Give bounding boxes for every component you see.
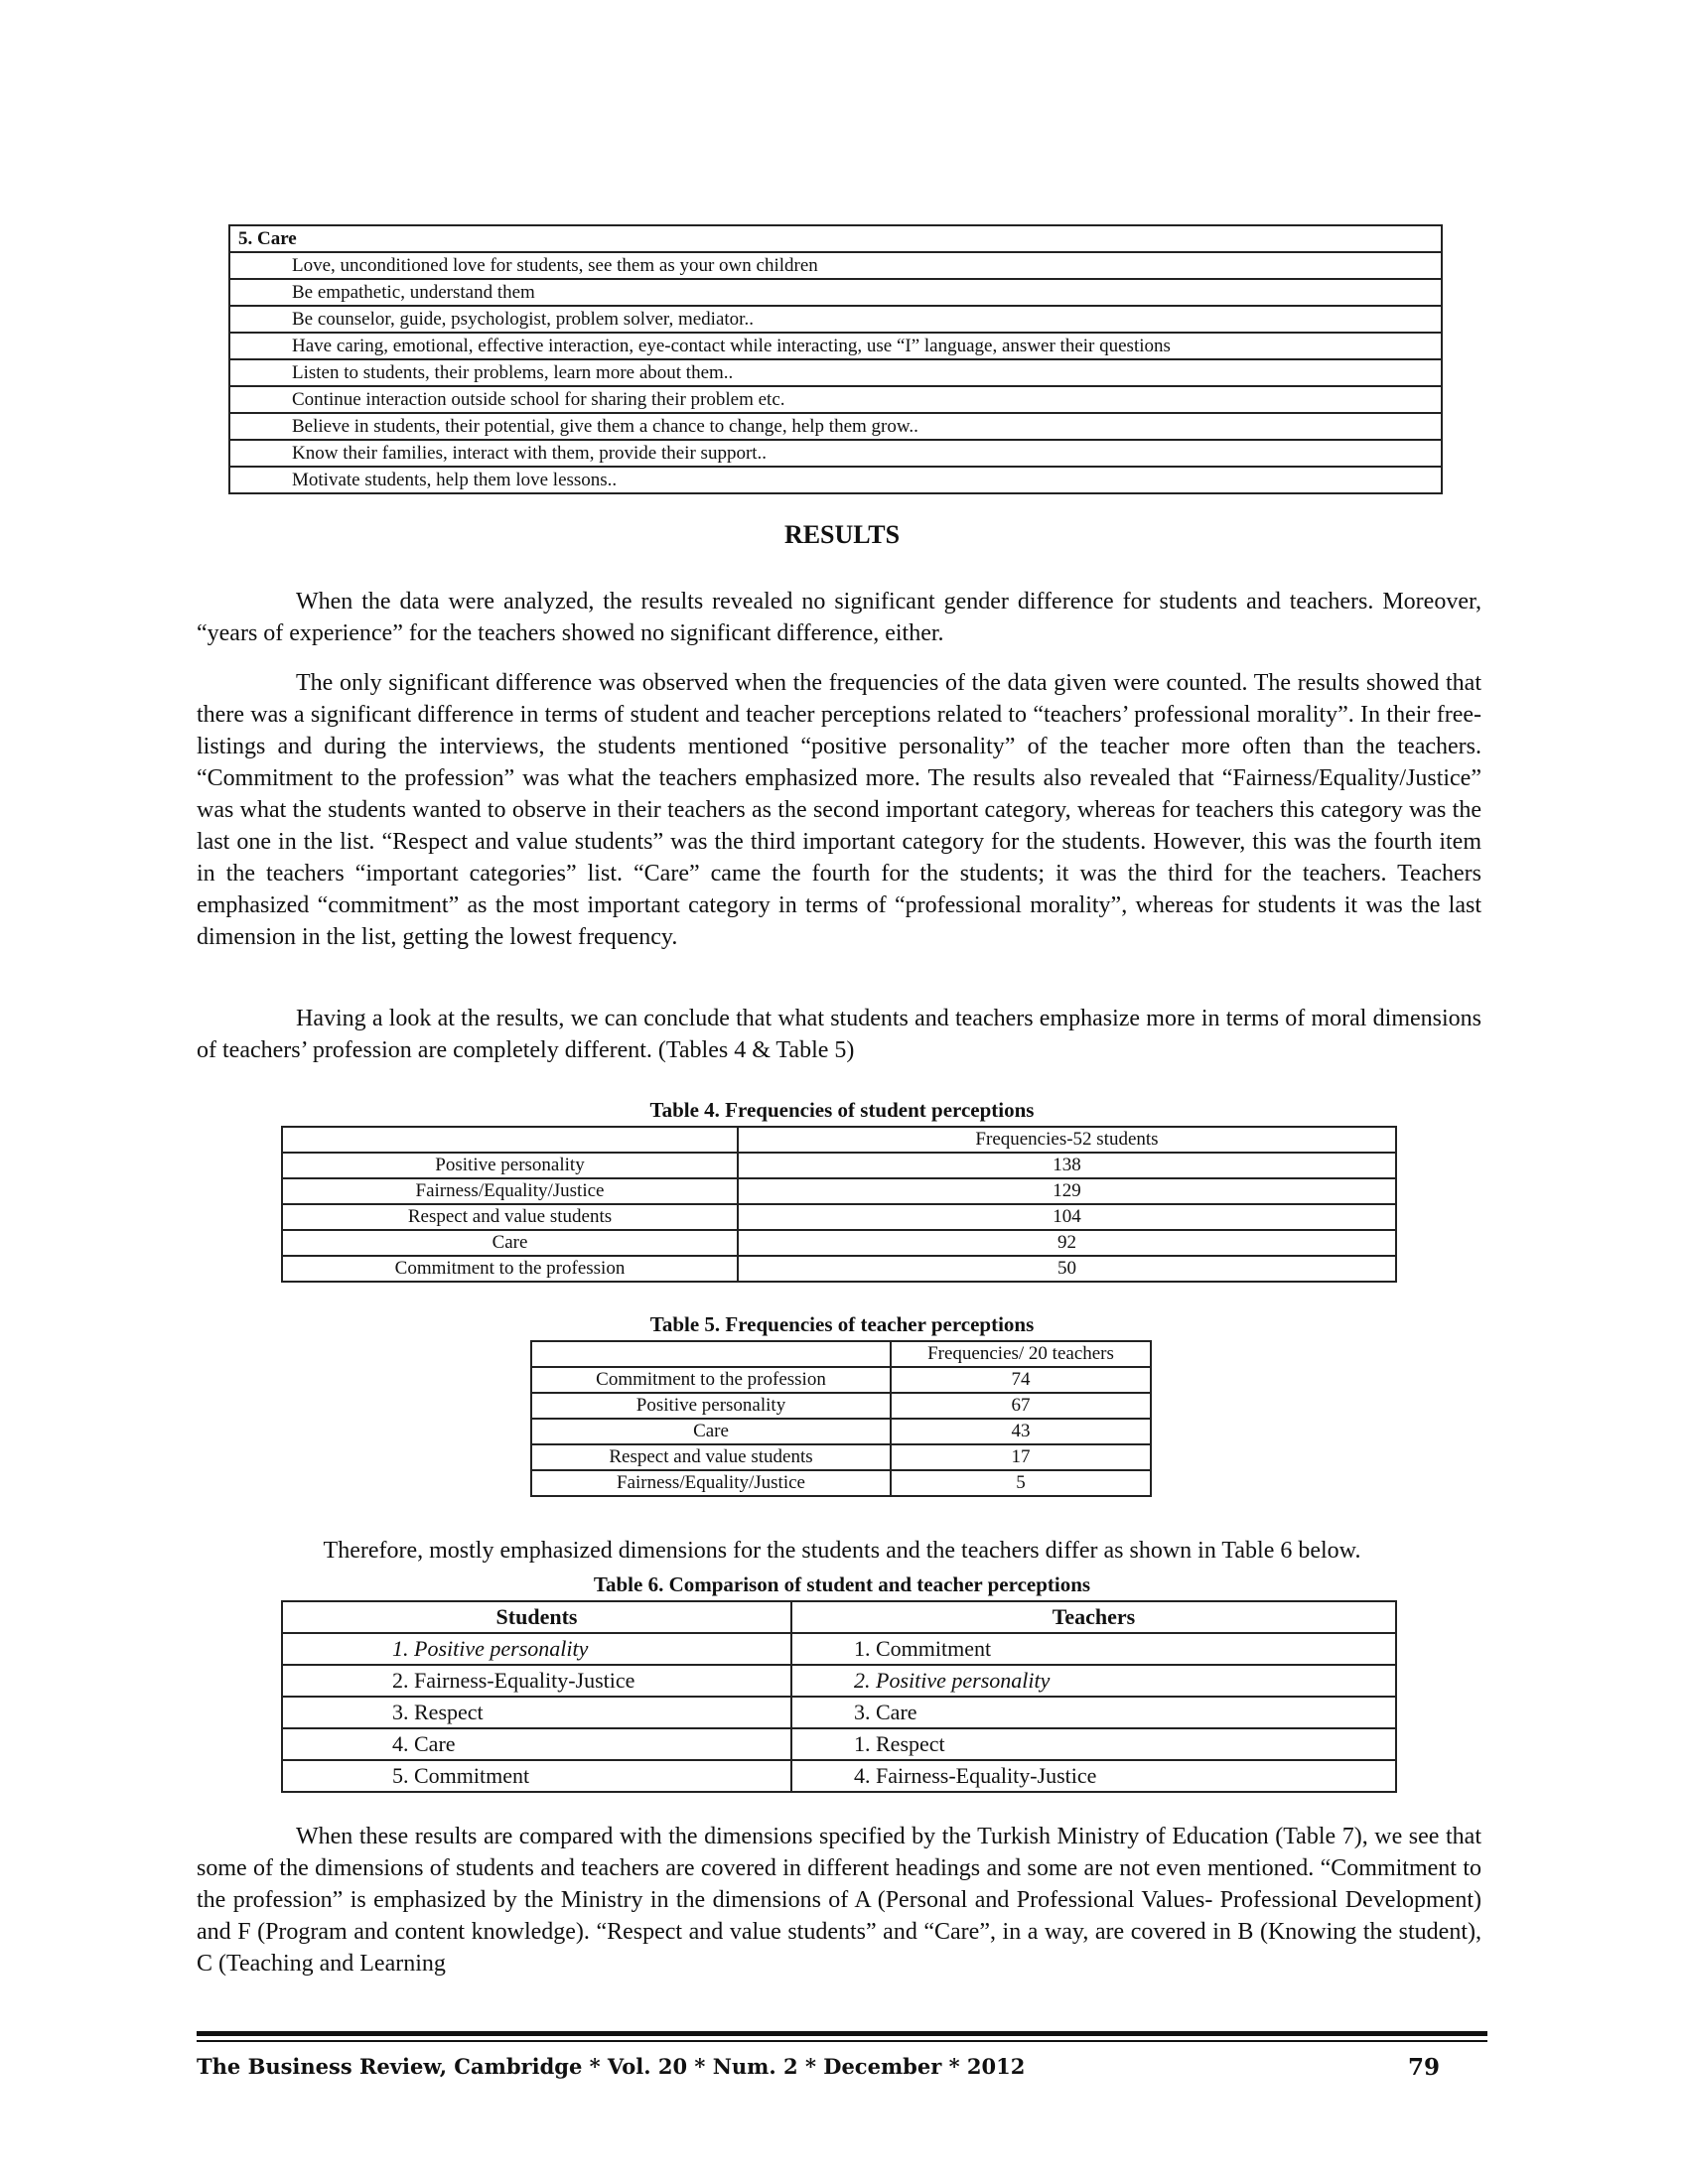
- care-table: [228, 224, 1443, 494]
- table6: [281, 1600, 1397, 1793]
- table6-header-students: Students: [282, 1601, 791, 1633]
- table-cell: 4. Care: [282, 1728, 791, 1760]
- table-cell: 17: [891, 1444, 1151, 1470]
- paragraph: When the data were analyzed, the results revealed no significant gender difference for students and teachers. Moreover, “years of experience” for the teachers showed no significant difference, either.: [197, 589, 1481, 646]
- care-item: Listen to students, their problems, learn more about them..: [229, 359, 1442, 386]
- table-cell: 67: [891, 1393, 1151, 1419]
- footer-journal: The Business Review, Cambridge * Vol. 20 * Num. 2 * December * 2012: [197, 2054, 1026, 2079]
- care-item: Believe in students, their potential, give them a chance to change, help them grow..: [229, 413, 1442, 440]
- table-cell: Positive personality: [531, 1393, 891, 1419]
- paragraph: The only significant difference was observed when the frequencies of the data given were counted. The results showed that there was a significant difference in terms of student and teacher perceptions related to “teachers’ professional morality”. In their free-listings and during the interviews, the students mentioned “positive personality” of the teacher more often than the teachers. “Commitment to the profession” was what the teachers emphasized more. The results also revealed that “Fairness/Equality/Justice” was what the students wanted to observe in their teachers as the second important category, whereas for teachers this category was the last one in the list. “Respect and value students” was the third important category for the students. However, this was the fourth item in the teachers “important categories” list. “Care” came the fourth for the students; it was the third for the teachers. Teachers emphasized “commitment” as the most important category in terms of “professional morality”, whereas for students it was the last dimension in the list, getting the lowest frequency.: [197, 670, 1481, 950]
- table-cell: 1. Positive personality: [282, 1633, 791, 1665]
- table-cell: 1. Commitment: [791, 1633, 1396, 1665]
- paragraph: When these results are compared with the dimensions specified by the Turkish Ministry of Education (Table 7), we see that some of the dimensions of students and teachers are covered in different headings and some are not even mentioned. “Commitment to the profession” is emphasized by the Ministry in the dimensions of A (Personal and Professional Values- Professional Development) and F (Program and content knowledge). “Respect and value students” and “Care”, in a way, are covered in B (Knowing the student), C (Teaching and Learning: [197, 1824, 1481, 1977]
- table-cell: 5: [891, 1470, 1151, 1496]
- table-row: [229, 252, 1442, 279]
- table-cell: 43: [891, 1419, 1151, 1444]
- care-item: Be counselor, guide, psychologist, problem solver, mediator..: [229, 306, 1442, 333]
- table-row: [229, 467, 1442, 493]
- page-number: 79: [1408, 2054, 1441, 2081]
- table6-caption: Table 6. Comparison of student and teacher perceptions: [593, 1572, 1091, 1596]
- table-cell: 129: [738, 1178, 1396, 1204]
- table-cell: [531, 1341, 891, 1367]
- table-row: [282, 1230, 1396, 1256]
- table-cell: 4. Fairness-Equality-Justice: [791, 1760, 1396, 1792]
- table-row: [229, 333, 1442, 359]
- table-cell: 2. Fairness-Equality-Justice: [282, 1665, 791, 1697]
- table6-header-teachers: Teachers: [791, 1601, 1396, 1633]
- table-row: [229, 359, 1442, 386]
- section-heading: RESULTS: [783, 520, 901, 549]
- table-cell: [282, 1127, 738, 1153]
- table-row: [531, 1470, 1151, 1496]
- table-row: [229, 413, 1442, 440]
- table-cell: 3. Care: [791, 1697, 1396, 1728]
- table-row: [531, 1444, 1151, 1470]
- table5: [530, 1340, 1152, 1497]
- footer-rule: [197, 2031, 1487, 2036]
- table-row: [282, 1178, 1396, 1204]
- table4-caption: Table 4. Frequencies of student perceptions: [649, 1098, 1035, 1122]
- table-row: [229, 225, 1442, 252]
- table-row: [229, 440, 1442, 467]
- table-cell: Fairness/Equality/Justice: [531, 1470, 891, 1496]
- table-row: [531, 1419, 1151, 1444]
- table-row: [282, 1153, 1396, 1178]
- table-cell: 104: [738, 1204, 1396, 1230]
- table-cell: 138: [738, 1153, 1396, 1178]
- table-cell: Care: [531, 1419, 891, 1444]
- table-row: [282, 1633, 1396, 1665]
- table-cell: Fairness/Equality/Justice: [282, 1178, 738, 1204]
- table-cell: Respect and value students: [282, 1204, 738, 1230]
- table-cell: 3. Respect: [282, 1697, 791, 1728]
- table-row: [229, 306, 1442, 333]
- care-table-header: 5. Care: [229, 225, 1442, 252]
- table-cell: 74: [891, 1367, 1151, 1393]
- table-row: [531, 1367, 1151, 1393]
- table-row: [282, 1204, 1396, 1230]
- table-row: [229, 386, 1442, 413]
- footer-rule: [197, 2040, 1487, 2042]
- table-row: [282, 1256, 1396, 1282]
- care-item: Motivate students, help them love lessons..: [229, 467, 1442, 493]
- table-row: [282, 1760, 1396, 1792]
- table-row: [531, 1341, 1151, 1367]
- paragraph: Having a look at the results, we can conclude that what students and teachers emphasize more in terms of moral dimensions of teachers’ profession are completely different. (Tables 4 & Table 5): [197, 1006, 1481, 1063]
- table-row: [282, 1127, 1396, 1153]
- care-item: Love, unconditioned love for students, see them as your own children: [229, 252, 1442, 279]
- table-cell: Respect and value students: [531, 1444, 891, 1470]
- care-item: Be empathetic, understand them: [229, 279, 1442, 306]
- table5-caption: Table 5. Frequencies of teacher perceptions: [649, 1312, 1035, 1336]
- paragraph: Therefore, mostly emphasized dimensions for the students and the teachers differ as shown in Table 6 below.: [323, 1538, 1361, 1564]
- table-cell: Positive personality: [282, 1153, 738, 1178]
- table-cell: 5. Commitment: [282, 1760, 791, 1792]
- table-row: [229, 279, 1442, 306]
- table-header-row: [282, 1601, 1396, 1633]
- table-cell: 1. Respect: [791, 1728, 1396, 1760]
- table-cell: Care: [282, 1230, 738, 1256]
- table-cell: Commitment to the profession: [282, 1256, 738, 1282]
- table4: [281, 1126, 1397, 1283]
- table-row: [282, 1697, 1396, 1728]
- table5-column-header: Frequencies/ 20 teachers: [891, 1341, 1151, 1367]
- table-cell: 50: [738, 1256, 1396, 1282]
- table-row: [282, 1728, 1396, 1760]
- care-item: Continue interaction outside school for sharing their problem etc.: [229, 386, 1442, 413]
- table-row: [531, 1393, 1151, 1419]
- table-cell: 2. Positive personality: [791, 1665, 1396, 1697]
- table-cell: Commitment to the profession: [531, 1367, 891, 1393]
- table-row: [282, 1665, 1396, 1697]
- table4-column-header: Frequencies-52 students: [738, 1127, 1396, 1153]
- care-item: Have caring, emotional, effective interaction, eye-contact while interacting, use “I” language, answer their questions: [229, 333, 1442, 359]
- table-cell: 92: [738, 1230, 1396, 1256]
- care-item: Know their families, interact with them, provide their support..: [229, 440, 1442, 467]
